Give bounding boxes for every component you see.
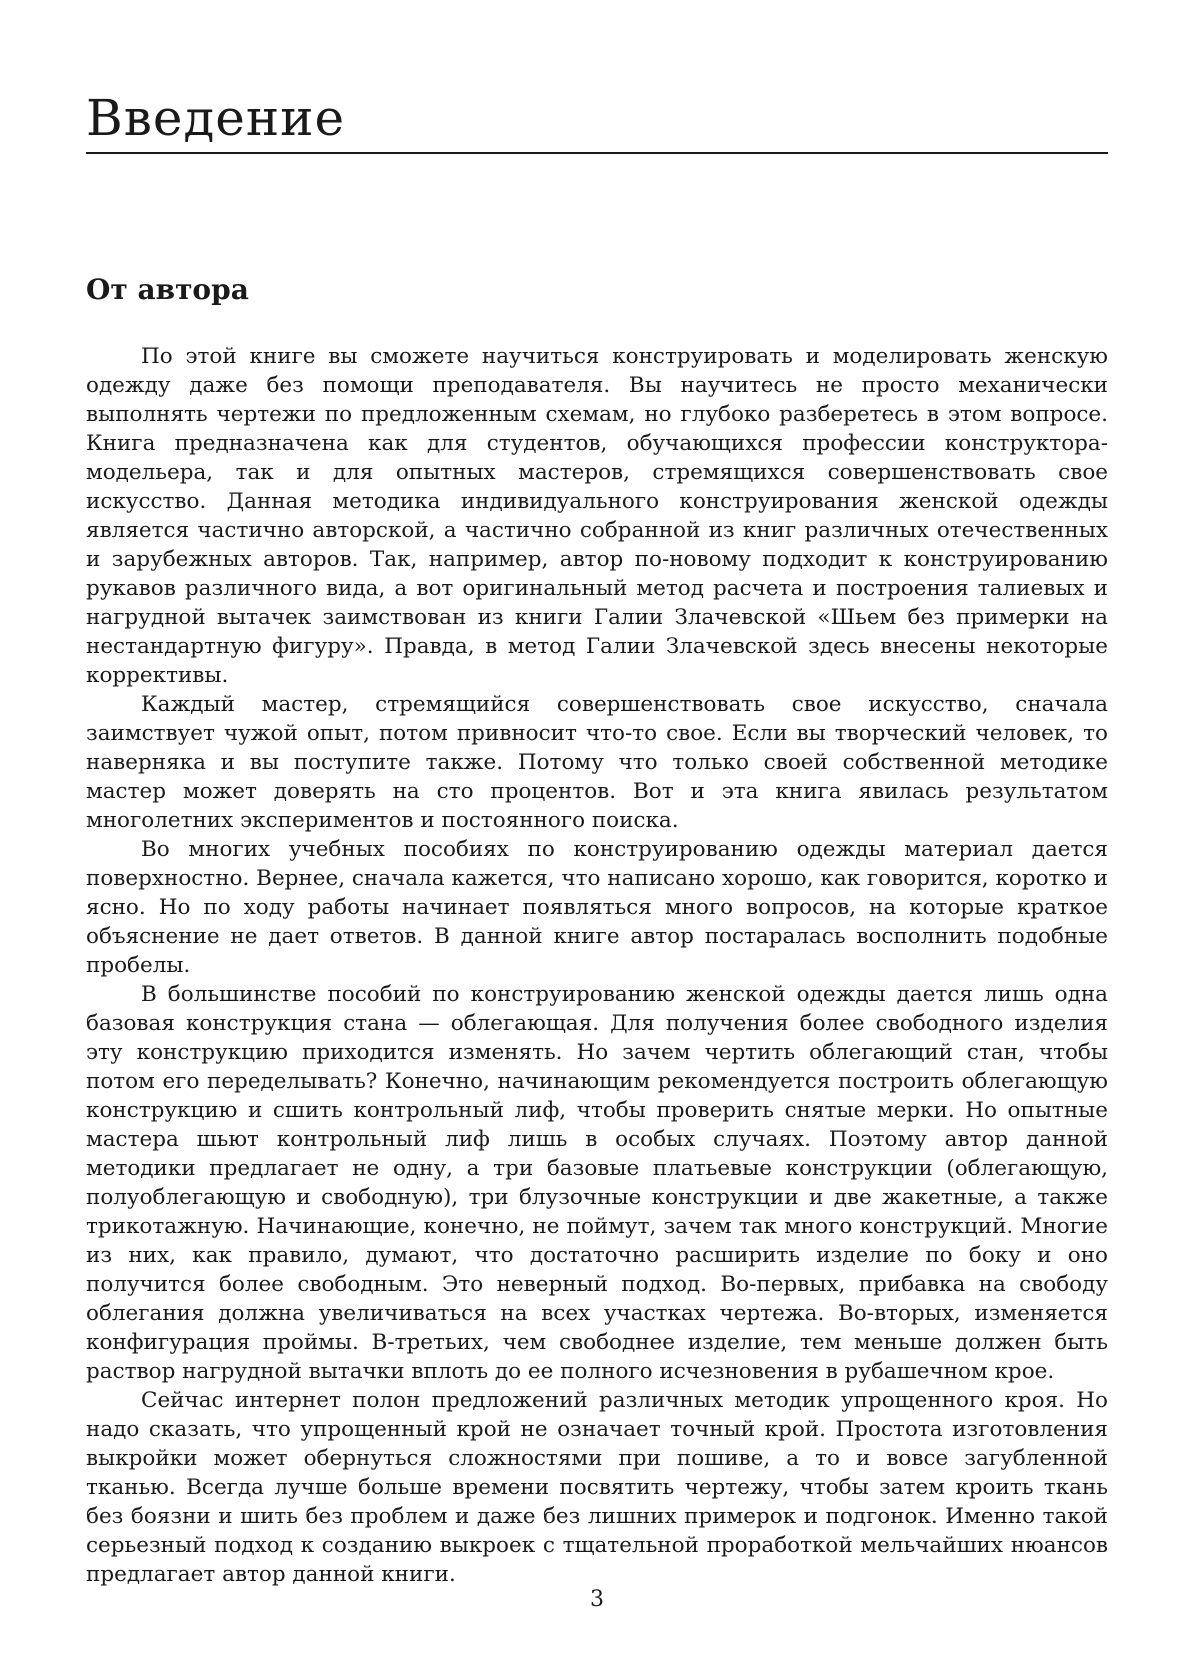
book-page [86, 0, 1108, 1662]
paragraph: В большинстве пособий по конструированию женской одежды дается лишь одна базовая конструкция стана — облегающая. Для получения более свободного изделия эту конструкцию приходится изменять. Но зачем чертить облегающий стан, чтобы потом его переделывать? Конечно, начинающим рекомендуется построить облегающую конструкцию и сшить контрольный лиф, чтобы проверить снятые мерки. Но опытные мастера шьют контрольный лиф лишь в особых случаях. Поэтому автор данной методики предлагает не одну, а три базовые платьевые конструкции (облегающую, полуоблегающую и свободную), три блузочные конструкции и две жакетные, а также трикотажную. Начинающие, конечно, не поймут, зачем так много конструкций. Многие из них, как правило, думают, что достаточно расширить изделие по боку и оно получится более свободным. Это неверный подход. Во-первых, прибавка на свободу облегания должна увеличиваться на всех участках чертежа. Во-вторых, изменяется конфигурация проймы. В-третьих, чем свободнее изделие, тем меньше должен быть раствор нагрудной вытачки вплоть до ее полного исчезновения в рубашечном крое. [86, 982, 1108, 1384]
page-number: 3 [590, 1587, 604, 1612]
chapter-title: Введение [86, 89, 346, 147]
paragraph: Сейчас интернет полон предложений различных методик упрощенного кроя. Но надо сказать, что упрощенный крой не означает точный крой. Простота изготовления выкройки может обернуться сложностями при пошиве, а то и вовсе загубленной тканью. Всегда лучше больше времени посвятить чертежу, чтобы затем кроить ткань без боязни и шить без проблем и даже без лишних примерок и подгонок. Именно такой серьезный подход к созданию выкроек с тщательной проработкой мельчайших нюансов предлагает автор данной книги. [86, 1388, 1108, 1587]
paragraph: Каждый мастер, стремящийся совершенствовать свое искусство, сначала заимствует чужой опыт, потом привносит что-то свое. Если вы творческий человек, то наверняка и вы поступите также. Потому что только своей собственной методике мастер может доверять на сто процентов. Вот и эта книга явилась результатом многолетних экспериментов и постоянного поиска. [86, 692, 1108, 833]
paragraph: По этой книге вы сможете научиться конструировать и моделировать женскую одежду даже без помощи преподавателя. Вы научитесь не просто механически выполнять чертежи по предложенным схемам, но глубоко разберетесь в этом вопросе. Книга предназначена как для студентов, обучающихся профессии конструктора-модельера, так и для опытных мастеров, стремящихся совершенствовать свое искусство. Данная методика индивидуального конструирования женской одежды является частично авторской, а частично собранной из книг различных отечественных и зарубежных авторов. Так, например, автор по-новому подходит к конструированию рукавов различного вида, а вот оригинальный метод расчета и построения талиевых и нагрудной вытачек заимствован из книги Галии Злачевской «Шьем без примерки на нестандартную фигуру». Правда, в метод Галии Злачевской здесь внесены некоторые коррективы. [86, 344, 1108, 688]
chapter-title-rule [86, 152, 1108, 154]
body-text [86, 342, 1108, 1589]
paragraph: Во многих учебных пособиях по конструированию одежды материал дается поверхностно. Вернее, сначала кажется, что написано хорошо, как говорится, коротко и ясно. Но по ходу работы начинает появляться много вопросов, на которые краткое объяснение не дает ответов. В данной книге автор постаралась восполнить подобные пробелы. [86, 837, 1108, 978]
section-heading: От автора [86, 273, 249, 306]
